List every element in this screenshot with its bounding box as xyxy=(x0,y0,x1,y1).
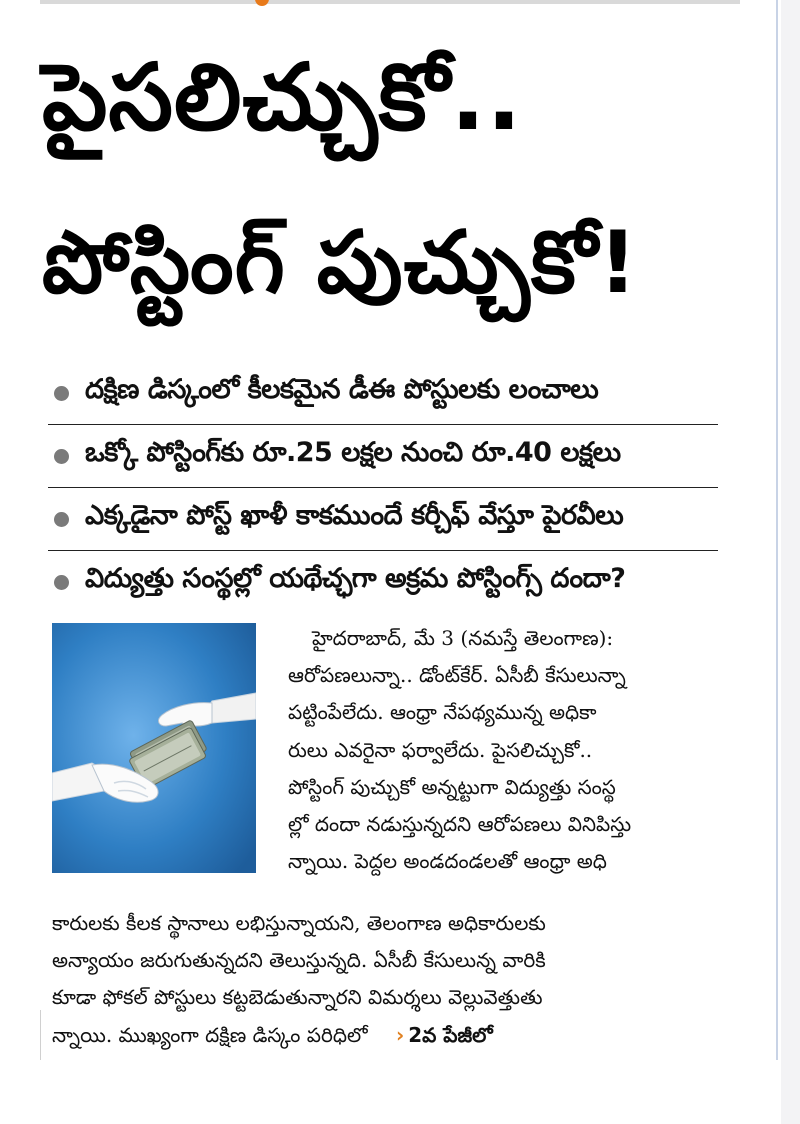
continued-label: 2వ పేజీలో xyxy=(408,1022,493,1047)
article-line: ఆరోపణలున్నా.. డోంట్‌కేర్. ఏసీబీ కేసులున్నా xyxy=(288,663,626,688)
article-line: పట్టింపేలేదు. ఆంధ్రా నేపథ్యమున్న అధికా xyxy=(288,700,597,725)
top-rule xyxy=(40,0,740,4)
article-line: ల్లో దందా నడుస్తున్నదని ఆరోపణలు వినిపిస్తు xyxy=(288,812,632,837)
bullet-icon xyxy=(54,386,69,401)
top-accent-dot xyxy=(255,0,269,6)
highlight-text: విద్యుత్తు సంస్థల్లో యథేచ్ఛగా అక్రమ పోస్టింగ్స్ దందా? xyxy=(85,563,626,594)
column-divider xyxy=(776,0,778,1060)
continued-link[interactable] xyxy=(396,1023,493,1047)
bribe-photo xyxy=(52,623,256,873)
article-line: పోస్టింగ్ పుచ్చుకో అన్నట్టుగా విద్యుత్తు సంస్థ xyxy=(288,774,616,799)
list-item xyxy=(48,362,718,425)
bullet-icon xyxy=(54,575,69,590)
article-line: న్నాయి. ముఖ్యంగా దక్షిణ డిస్కం పరిధిలో xyxy=(52,1022,368,1047)
list-item xyxy=(48,488,718,551)
highlights-list xyxy=(48,362,718,613)
article-line: రులు ఎవరైనా ఫర్వాలేదు. పైసలిచ్చుకో.. xyxy=(288,737,593,762)
article-line: హైదరాబాద్, మే 3 (నమస్తే తెలంగాణ): xyxy=(312,626,614,650)
chevron-right-icon: › xyxy=(395,1022,405,1047)
article-line: అన్యాయం జరుగుతున్నదని తెలుస్తున్నది. ఏసీబీ కేసులున్న వారికి xyxy=(52,948,546,973)
article-last-line xyxy=(52,1017,722,1054)
highlight-text: ఒక్కో పోస్టింగ్‌కు రూ.25 లక్షల నుంచి రూ.40 లక్షలు xyxy=(85,437,621,468)
highlight-text: దక్షిణ డిస్కంలో కీలకమైన డీఈ పోస్టులకు లంచాలు xyxy=(85,374,599,405)
article-body-bottom xyxy=(52,905,722,1054)
headline-line-2: పోస్టింగ్ పుచ్చుకో! xyxy=(42,213,639,313)
highlight-text: ఎక్కడైనా పోస్ట్ ఖాళీ కాకముందే కర్చీఫ్ వేస్తూ పైరవీలు xyxy=(85,500,624,531)
list-item xyxy=(48,551,718,613)
list-item xyxy=(48,425,718,488)
article-line: కారులకు కీలక స్థానాలు లభిస్తున్నాయని, తెలంగాణ అధికారులకు xyxy=(52,911,546,935)
article-line: కూడా ఫోకల్ పోస్టులు కట్టబెడుతున్నారని విమర్శలు వెల్లువెత్తుతు xyxy=(52,985,543,1010)
bullet-icon xyxy=(54,449,69,464)
headline-line-1: పైసలిచ్చుకో.. xyxy=(42,44,523,151)
article-line: న్నాయి. పెద్దల అండదండలతో ఆంధ్రా అధి xyxy=(288,849,607,874)
article-body-top xyxy=(288,620,718,880)
bullet-icon xyxy=(54,512,69,527)
left-edge-rule xyxy=(40,1010,41,1060)
adjacent-column-edge xyxy=(781,0,800,1124)
